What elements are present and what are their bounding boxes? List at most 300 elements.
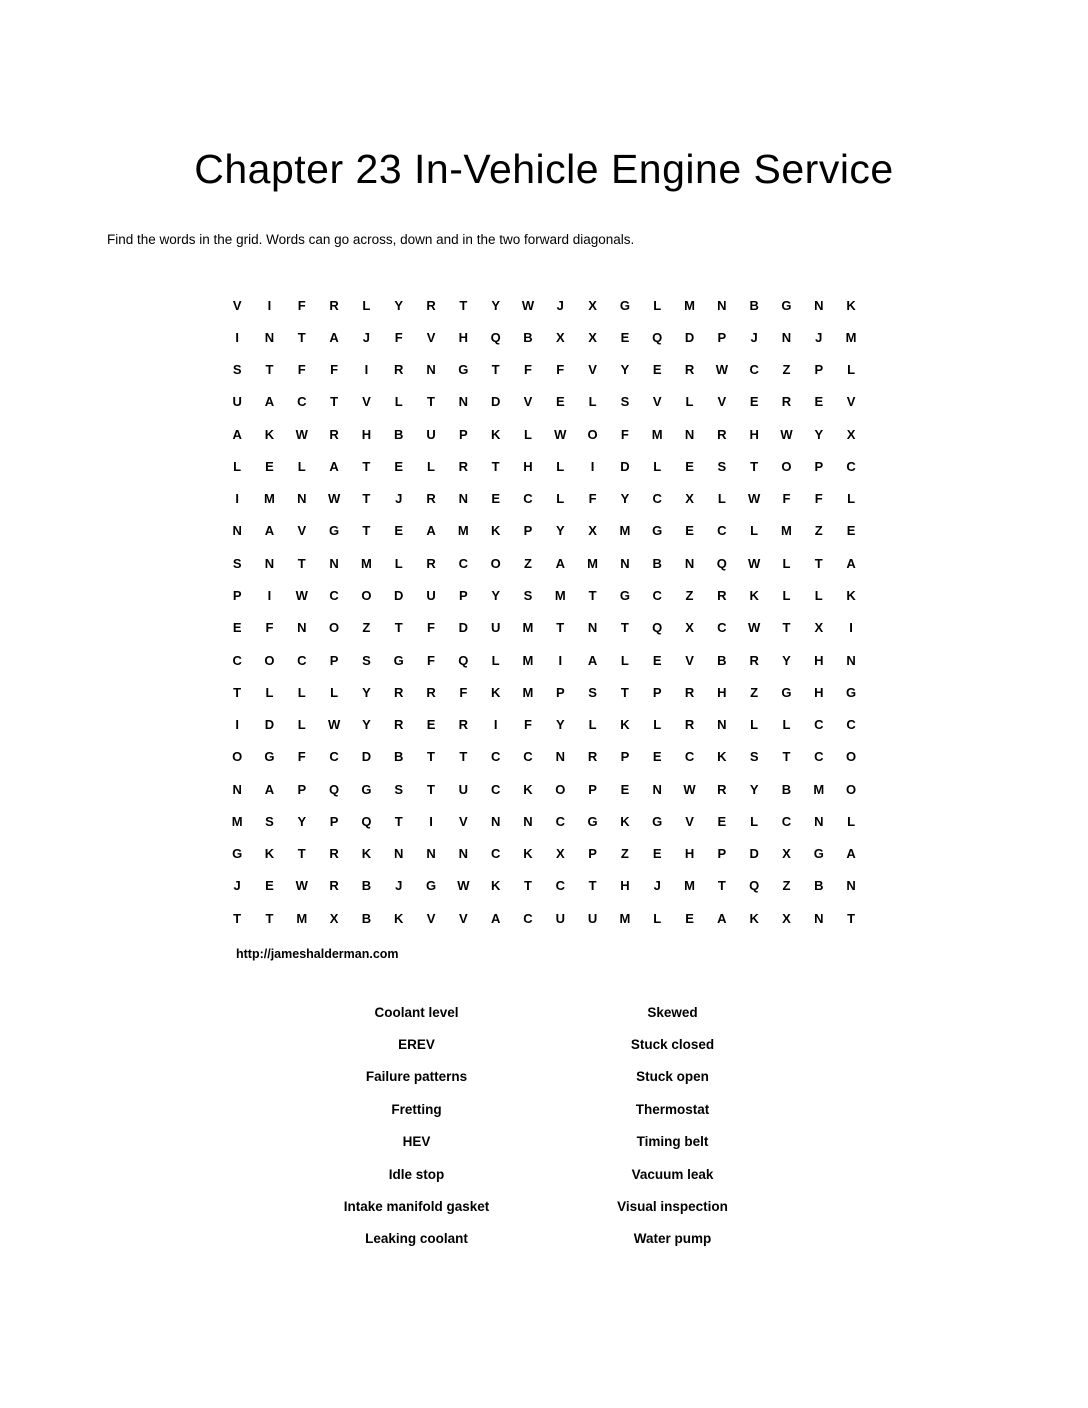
grid-cell: R [426, 491, 436, 507]
grid-cell: Z [750, 684, 759, 700]
grid-cell: P [717, 846, 727, 862]
grid-cell: L [750, 813, 759, 829]
grid-cell: C [717, 620, 727, 636]
grid-cell: Y [782, 652, 791, 668]
grid-cell: X [588, 297, 597, 313]
grid-cell: H [361, 426, 372, 442]
grid-cell: N [684, 426, 695, 442]
grid-cell: T [750, 458, 759, 474]
grid-cell: L [750, 523, 759, 539]
grid-cell: Z [782, 362, 791, 378]
grid-cell: E [846, 523, 856, 539]
grid-cell: Y [394, 297, 404, 313]
grid-cell: F [556, 362, 565, 378]
grid-cell: L [394, 394, 403, 410]
grid-cell: Z [782, 878, 791, 894]
grid-cell: L [782, 555, 791, 571]
grid-cell: L [685, 394, 694, 410]
grid-cell: C [555, 813, 565, 829]
grid-cell: E [394, 458, 404, 474]
grid-cell: X [782, 910, 791, 926]
grid-cell: N [297, 620, 307, 636]
grid-cell: H [717, 684, 727, 700]
grid-cell: L [782, 717, 791, 733]
grid-cell: A [846, 846, 856, 862]
grid-cell: K [846, 588, 856, 604]
grid-cell: K [490, 684, 501, 700]
grid-cell: F [394, 329, 403, 345]
grid-cell: L [847, 362, 856, 378]
grid-cell: F [297, 297, 306, 313]
grid-cell: T [717, 878, 726, 894]
word-list-item: EREV [398, 1037, 435, 1053]
grid-cell: I [235, 491, 239, 507]
grid-cell: N [232, 781, 242, 797]
grid-cell: H [814, 684, 824, 700]
grid-cell: M [684, 878, 695, 894]
grid-cell: I [849, 620, 853, 636]
grid-cell: F [265, 620, 274, 636]
grid-cell: E [652, 362, 662, 378]
grid-cell: O [329, 620, 340, 636]
grid-cell: W [748, 620, 761, 636]
grid-cell: O [846, 749, 857, 765]
grid-cell: H [523, 458, 533, 474]
grid-cell: M [781, 523, 792, 539]
grid-cell: R [684, 362, 695, 378]
grid-cell: Y [491, 297, 500, 313]
grid-cell: C [523, 910, 533, 926]
grid-cell: V [588, 362, 597, 378]
grid-cell: C [329, 588, 339, 604]
grid-cell: B [394, 426, 404, 442]
grid-cell: Q [361, 813, 372, 829]
grid-cell: N [814, 910, 824, 926]
grid-cell: T [459, 297, 468, 313]
grid-cell: E [394, 523, 404, 539]
grid-cell: L [427, 458, 435, 474]
grid-cell: E [265, 878, 274, 894]
grid-cell: S [265, 813, 274, 829]
grid-cell: N [458, 846, 469, 862]
grid-cell: L [588, 717, 597, 733]
grid-cell: Y [555, 523, 565, 539]
grid-cell: H [458, 329, 469, 345]
grid-cell: E [652, 749, 662, 765]
grid-cell: A [264, 781, 275, 797]
grid-cell: M [619, 523, 631, 539]
grid-cell: Z [523, 555, 532, 571]
grid-cell: D [620, 458, 630, 474]
grid-cell: C [523, 491, 533, 507]
grid-cell: D [458, 620, 469, 636]
grid-cell: Q [652, 620, 663, 636]
grid-cell: F [459, 684, 468, 700]
word-list-item: Thermostat [635, 1101, 710, 1117]
grid-cell: T [782, 749, 791, 765]
grid-cell: J [750, 329, 758, 345]
grid-cell: E [685, 910, 694, 926]
grid-cell: M [651, 426, 663, 442]
grid-cell: N [652, 781, 662, 797]
grid-cell: R [717, 426, 727, 442]
grid-cell: J [233, 878, 241, 894]
grid-cell: K [394, 910, 404, 926]
grid-cell: K [749, 588, 759, 604]
grid-cell: N [426, 362, 436, 378]
grid-cell: G [587, 813, 598, 829]
grid-cell: E [652, 846, 662, 862]
grid-cell: A [490, 910, 501, 926]
grid-cell: E [265, 458, 274, 474]
grid-cell: C [717, 523, 727, 539]
grid-cell: M [554, 588, 566, 604]
grid-cell: C [490, 781, 501, 797]
grid-cell: U [426, 588, 436, 604]
word-list-item: Stuck open [636, 1069, 709, 1085]
grid-cell: T [362, 523, 371, 539]
grid-cell: N [458, 491, 469, 507]
grid-cell: C [297, 394, 307, 410]
grid-cell: L [297, 684, 306, 700]
grid-cell: M [360, 555, 372, 571]
grid-cell: G [232, 846, 243, 862]
grid-cell: L [653, 458, 662, 474]
grid-cell: V [362, 394, 371, 410]
grid-cell: Q [652, 329, 663, 345]
grid-cell: J [362, 329, 371, 345]
grid-cell: A [329, 329, 339, 345]
grid-cell: E [555, 394, 565, 410]
grid-cell: J [653, 878, 661, 894]
grid-cell: P [620, 749, 630, 765]
grid-cell: C [458, 555, 469, 571]
grid-cell: O [264, 652, 275, 668]
grid-cell: M [264, 491, 275, 507]
grid-cell: X [329, 910, 339, 926]
grid-cell: N [264, 329, 275, 345]
grid-cell: L [847, 813, 856, 829]
grid-cell: S [232, 555, 242, 571]
grid-cell: Q [490, 329, 501, 345]
grid-cell: C [652, 491, 662, 507]
grid-cell: A [717, 910, 727, 926]
grid-cell: R [781, 394, 792, 410]
grid-cell: R [394, 684, 404, 700]
word-list-item: HEV [402, 1134, 431, 1150]
grid-cell: V [232, 297, 242, 313]
grid-cell: O [846, 781, 857, 797]
grid-cell: N [426, 846, 436, 862]
grid-cell: R [426, 297, 436, 313]
grid-cell: O [781, 458, 792, 474]
word-list-item: Failure patterns [365, 1069, 468, 1085]
grid-cell: G [361, 781, 372, 797]
grid-cell: G [425, 878, 437, 894]
grid-cell: F [523, 362, 532, 378]
grid-cell: F [297, 362, 306, 378]
grid-cell: P [459, 588, 468, 604]
grid-cell: G [846, 684, 857, 700]
grid-cell: P [232, 588, 242, 604]
grid-cell: K [264, 426, 275, 442]
grid-cell: A [587, 652, 598, 668]
grid-cell: L [523, 426, 532, 442]
grid-cell: M [457, 523, 469, 539]
grid-cell: R [329, 426, 339, 442]
grid-cell: W [521, 297, 535, 313]
grid-cell: R [394, 362, 404, 378]
grid-cell: S [232, 362, 242, 378]
grid-cell: R [458, 458, 469, 474]
grid-cell: I [267, 588, 272, 604]
grid-cell: N [232, 523, 242, 539]
grid-cell: E [426, 717, 436, 733]
grid-cell: R [717, 781, 727, 797]
grid-cell: L [265, 684, 274, 700]
grid-cell: T [297, 329, 306, 345]
word-list-item: Timing belt [636, 1134, 709, 1150]
grid-cell: T [297, 846, 306, 862]
grid-cell: X [555, 329, 565, 345]
grid-cell: E [685, 458, 694, 474]
grid-cell: Y [814, 426, 824, 442]
grid-cell: U [426, 426, 436, 442]
grid-cell: K [523, 846, 533, 862]
grid-cell: G [652, 813, 663, 829]
grid-cell: W [295, 426, 308, 442]
grid-cell: X [685, 491, 694, 507]
grid-cell: J [395, 878, 403, 894]
grid-cell: F [427, 620, 435, 636]
grid-cell: A [264, 394, 275, 410]
grid-cell: C [814, 717, 824, 733]
grid-cell: L [814, 588, 823, 604]
word-list-right [552, 996, 793, 1255]
grid-cell: S [588, 684, 597, 700]
grid-cell: V [685, 813, 694, 829]
grid-cell: K [523, 781, 533, 797]
grid-cell: B [394, 749, 404, 765]
grid-cell: T [362, 458, 371, 474]
grid-cell: R [684, 717, 695, 733]
grid-cell: N [394, 846, 404, 862]
instructions-text: Find the words in the grid. Words can go across, down and in the two forward diagonals. [107, 232, 635, 247]
grid-cell: C [652, 588, 662, 604]
grid-cell: S [620, 394, 630, 410]
grid-cell: N [846, 878, 856, 894]
grid-cell: E [232, 620, 242, 636]
grid-cell: C [490, 846, 501, 862]
grid-cell: K [490, 523, 501, 539]
grid-cell: E [620, 329, 630, 345]
grid-cell: L [556, 458, 565, 474]
grid-cell: D [394, 588, 404, 604]
grid-cell: W [327, 491, 341, 507]
grid-cell: Z [814, 523, 823, 539]
grid-cell: C [846, 458, 856, 474]
grid-cell: T [394, 813, 403, 829]
grid-cell: R [426, 555, 436, 571]
grid-cell: L [717, 491, 726, 507]
grid-cell: K [620, 813, 630, 829]
grid-cell: T [427, 781, 435, 797]
grid-cell: N [620, 555, 630, 571]
grid-cell: R [684, 684, 695, 700]
grid-cell: L [556, 491, 565, 507]
grid-cell: T [491, 362, 500, 378]
grid-cell: P [652, 684, 662, 700]
grid-cell: T [847, 910, 856, 926]
word-list-item: Leaking coolant [365, 1231, 468, 1247]
grid-cell: K [717, 749, 727, 765]
grid-cell: B [781, 781, 792, 797]
word-list-item: Stuck closed [630, 1037, 715, 1053]
grid-cell: D [264, 717, 275, 733]
grid-cell: B [717, 652, 727, 668]
grid-cell: P [588, 846, 597, 862]
grid-cell: M [296, 910, 308, 926]
grid-cell: X [685, 620, 694, 636]
grid-cell: Y [555, 717, 565, 733]
grid-cell: P [329, 652, 339, 668]
grid-cell: V [652, 394, 662, 410]
grid-cell: T [394, 620, 403, 636]
grid-cell: N [458, 394, 469, 410]
grid-cell: M [587, 555, 599, 571]
grid-cell: R [717, 588, 727, 604]
grid-cell: L [847, 491, 856, 507]
grid-cell: F [814, 491, 823, 507]
grid-cell: V [459, 910, 468, 926]
grid-cell: T [620, 620, 629, 636]
grid-cell: Z [685, 588, 694, 604]
grid-cell: N [587, 620, 598, 636]
grid-cell: K [490, 426, 501, 442]
grid-cell: I [267, 297, 272, 313]
grid-cell: P [814, 362, 824, 378]
grid-cell: C [846, 717, 856, 733]
grid-cell: F [620, 426, 629, 442]
grid-cell: M [684, 297, 695, 313]
grid-cell: N [329, 555, 339, 571]
grid-cell: L [588, 394, 597, 410]
grid-cell: L [330, 684, 339, 700]
grid-cell: L [653, 297, 662, 313]
word-list-left [296, 996, 537, 1255]
grid-cell: A [232, 426, 242, 442]
grid-cell: K [846, 297, 856, 313]
grid-cell: M [231, 813, 243, 829]
grid-cell: I [429, 813, 433, 829]
grid-cell: Z [362, 620, 371, 636]
grid-cell: Z [620, 846, 629, 862]
grid-cell: H [749, 426, 759, 442]
grid-cell: T [459, 749, 468, 765]
grid-cell: W [748, 555, 761, 571]
grid-cell: D [749, 846, 759, 862]
grid-cell: P [523, 523, 533, 539]
grid-cell: T [330, 394, 339, 410]
grid-cell: H [620, 878, 630, 894]
grid-cell: S [394, 781, 404, 797]
grid-cell: C [490, 749, 501, 765]
grid-cell: P [329, 813, 339, 829]
grid-cell: T [491, 458, 500, 474]
grid-cell: P [297, 781, 307, 797]
grid-cell: N [814, 297, 824, 313]
grid-cell: W [295, 588, 308, 604]
grid-cell: N [523, 813, 533, 829]
grid-cell: J [395, 491, 403, 507]
grid-cell: N [490, 813, 501, 829]
grid-cell: K [264, 846, 275, 862]
grid-cell: F [330, 362, 339, 378]
grid-cell: K [361, 846, 372, 862]
grid-cell: B [652, 555, 662, 571]
grid-cell: L [362, 297, 371, 313]
grid-cell: N [814, 813, 824, 829]
grid-cell: G [393, 652, 404, 668]
grid-cell: T [782, 620, 791, 636]
grid-cell: G [813, 846, 824, 862]
grid-cell: Y [620, 362, 630, 378]
grid-cell: E [491, 491, 500, 507]
grid-cell: M [619, 910, 631, 926]
word-list-item: Water pump [633, 1231, 712, 1247]
grid-cell: T [265, 910, 274, 926]
grid-cell: V [846, 394, 856, 410]
grid-cell: V [717, 394, 727, 410]
grid-cell: N [684, 555, 695, 571]
word-list-item: Skewed [647, 1004, 698, 1020]
grid-cell: M [522, 684, 534, 700]
grid-cell: V [523, 394, 533, 410]
grid-cell: E [814, 394, 824, 410]
grid-cell: Q [716, 555, 727, 571]
source-url-link[interactable]: http://jameshalderman.com [236, 947, 399, 961]
grid-cell: I [235, 717, 239, 733]
grid-cell: B [749, 297, 759, 313]
grid-cell: V [459, 813, 468, 829]
grid-cell: E [620, 781, 630, 797]
grid-cell: W [748, 491, 761, 507]
grid-cell: I [558, 652, 563, 668]
grid-cell: L [394, 555, 403, 571]
grid-cell: Y [749, 781, 759, 797]
grid-cell: D [684, 329, 695, 345]
grid-cell: B [814, 878, 824, 894]
grid-cell: I [235, 329, 239, 345]
grid-cell: T [588, 878, 597, 894]
grid-cell: C [749, 362, 759, 378]
word-list-item: Coolant level [374, 1004, 459, 1020]
grid-cell: C [814, 749, 824, 765]
grid-cell: T [523, 878, 532, 894]
grid-cell: T [427, 749, 435, 765]
grid-cell: R [587, 749, 598, 765]
grid-cell: R [329, 846, 339, 862]
grid-cell: C [781, 813, 792, 829]
grid-cell: B [361, 910, 372, 926]
grid-cell: L [491, 652, 500, 668]
grid-cell: C [297, 652, 307, 668]
grid-cell: B [361, 878, 372, 894]
word-list-item: Intake manifold gasket [343, 1199, 490, 1215]
grid-cell: O [587, 426, 598, 442]
grid-cell: N [555, 749, 565, 765]
word-list-item: Vacuum leak [631, 1166, 714, 1182]
